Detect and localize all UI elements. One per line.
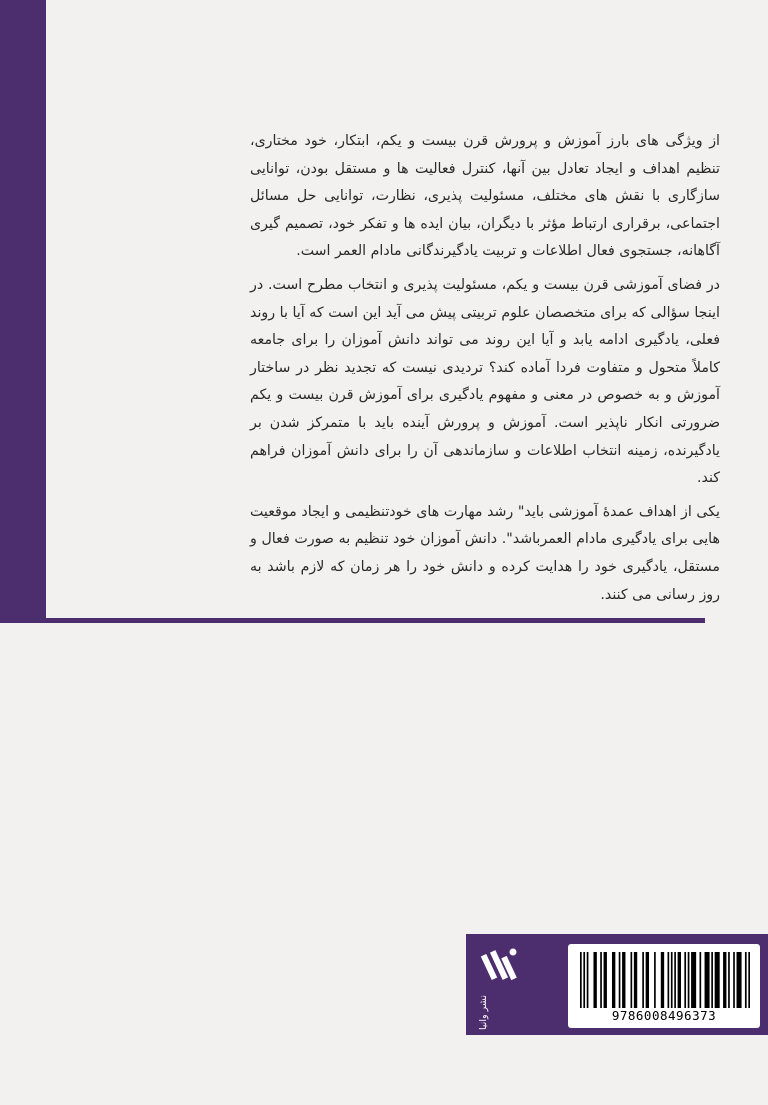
publisher-name: نشر وانیا: [478, 994, 489, 1030]
isbn-number: 9786008496373: [611, 1008, 717, 1023]
barcode-bar: [583, 952, 585, 1008]
barcode-bar: [642, 952, 644, 1008]
barcode-bar: [668, 952, 670, 1008]
blurb-paragraph-3: یکی از اهداف عمدۀ آموزشی باید" رشد مهارت های خودتنظیمی و ایجاد موقعیت هایی برای یادگیری مادام العمرباشد". دانش آموزان خود تنظیم به صورت فعال و مستقل، یادگیری خود را هدایت کرده و دانش خود را هر زمان که لازم باشد به روز رسانی می کنند.: [250, 503, 720, 603]
isbn-barcode: [568, 944, 760, 1028]
barcode-bar: [711, 952, 713, 1008]
barcode-bar: [745, 952, 747, 1008]
barcode-bar: [674, 952, 676, 1008]
barcode-bar: [600, 952, 602, 1008]
barcode-bar: [646, 952, 649, 1008]
barcode-bar: [728, 952, 730, 1008]
barcode-bar: [737, 952, 742, 1008]
barcode-bar: [622, 952, 625, 1008]
barcode-bar: [604, 952, 607, 1008]
barcode-bar: [654, 952, 656, 1008]
back-cover-blurb: [250, 128, 720, 615]
barcode-bar: [715, 952, 720, 1008]
barcode-bar: [661, 952, 664, 1008]
barcode-bar: [705, 952, 710, 1008]
barcode-bar: [700, 952, 702, 1008]
barcode-bar: [634, 952, 637, 1008]
barcode-bar: [593, 952, 596, 1008]
barcode-bar: [748, 952, 750, 1008]
barcode-bar: [612, 952, 615, 1008]
spine-color-band: [0, 0, 46, 620]
horizontal-divider-rule: [0, 618, 705, 623]
blurb-paragraph-1: از ویژگی های بارز آموزش و پرورش قرن بیست و یکم، ابتکار، خود مختاری، تنظیم اهداف و ایجاد تعادل بین آنها، کنترل فعالیت ها و مستقل بودن، توانایی سازگاری با نقش های مختلف، مسئولیت پذیری، نظارت، توانایی حل مسائل اجتماعی، برقراری ارتباط مؤثر با دیگران، بیان ایده ها و تفکر خود، تصمیم گیری آگاهانه، جستجوی فعال اطلاعات و تربیت یادگیرندگانی مادام العمر است.: [250, 133, 720, 260]
barcode-bar: [733, 952, 735, 1008]
blurb-paragraph-2: در فضای آموزشی قرن بیست و یکم، مسئولیت پذیری و انتخاب مطرح است. در اینجا سؤالی که برای متخصصان علوم تربیتی پیش می آید این است که آیا با روند فعلی، یادگیری ادامه یابد و آیا این روند می تواند دانش آموزان را برای جامعه کاملاً متحول و متفاوت فردا آماده کند؟ تردیدی نیست که تجدید نظر در ساختار آموزش و به خصوص در معنی و مفهوم یادگیری برای آموزش قرن بیست و یکم ضرورتی انکار ناپذیر است. آموزش و پرورش آینده باید با متمرکز شدن بر یادگیرنده، زمینه انتخاب اطلاعات و سازماندهی آن را برای دانش آموزان فراهم کند.: [250, 276, 720, 487]
barcode-bar: [631, 952, 633, 1008]
barcode-bar: [580, 952, 582, 1008]
barcode-bar: [688, 952, 690, 1008]
barcode-bars: [578, 952, 752, 1010]
barcode-bar: [723, 952, 726, 1008]
barcode-bar: [691, 952, 696, 1008]
barcode-bar: [684, 952, 686, 1008]
barcode-bar: [671, 952, 673, 1008]
barcode-bar: [619, 952, 621, 1008]
barcode-bar: [587, 952, 589, 1008]
barcode-bar: [678, 952, 681, 1008]
